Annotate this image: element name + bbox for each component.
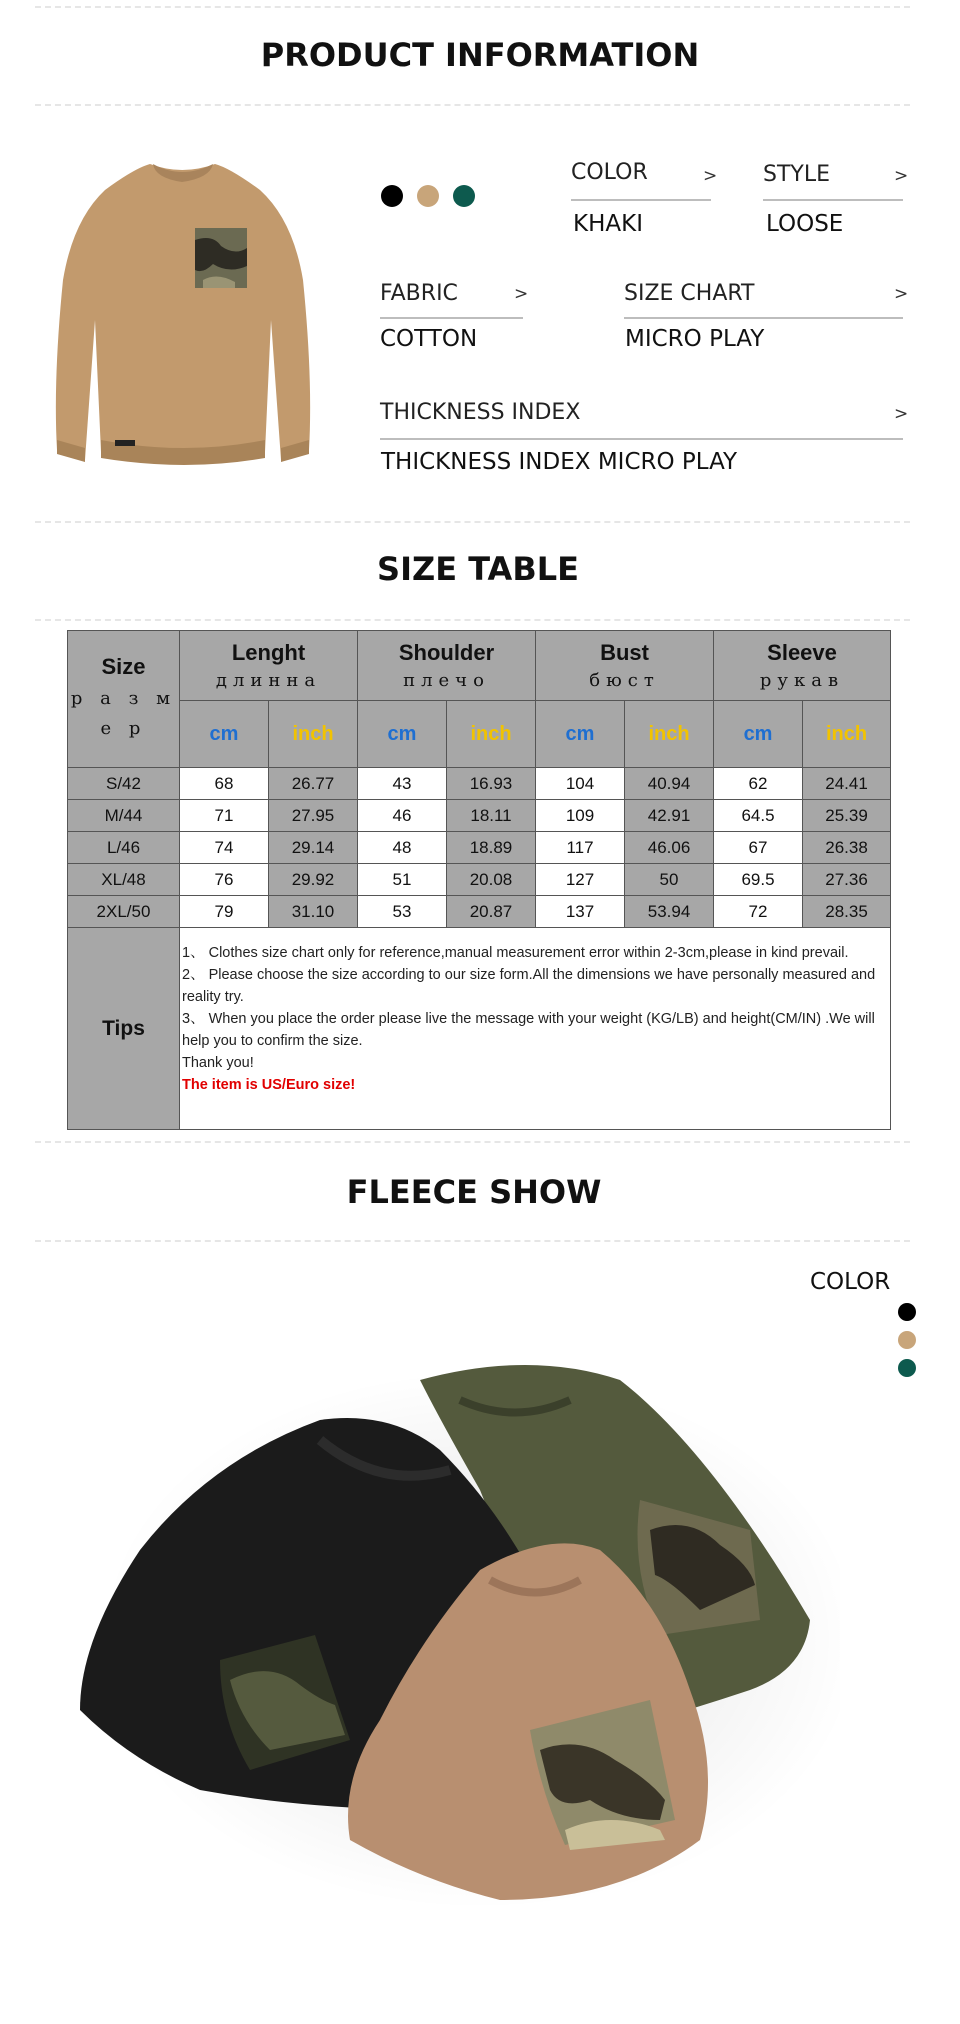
table-cell: 27.36 (803, 864, 891, 896)
size-chart-arrow: > (894, 284, 909, 304)
table-cell: 18.11 (447, 800, 536, 832)
section-title-fleece-show: FLEECE SHOW (346, 1173, 602, 1211)
thickness-arrow: > (894, 404, 909, 424)
color-underline (571, 199, 711, 201)
unit-cm: cm (565, 722, 595, 745)
tip-line: 1、 Clothes size chart only for reference,manual measurement error within 2-3cm,please in kind prevail. (182, 945, 849, 961)
table-cell: 40.94 (625, 768, 714, 800)
table-cell: 26.77 (269, 768, 358, 800)
fabric-label: FABRIC (380, 281, 458, 306)
table-cell: 104 (536, 768, 625, 800)
table-cell: 137 (536, 896, 625, 928)
fabric-underline (380, 317, 523, 319)
table-cell: 46 (358, 800, 447, 832)
size-header (68, 631, 180, 768)
fleece-swatch-green[interactable] (898, 1359, 916, 1377)
color-label: COLOR (571, 160, 648, 185)
divider (35, 1240, 910, 1242)
tips-text (180, 928, 891, 1130)
table-cell: 53 (358, 896, 447, 928)
table-cell: 46.06 (625, 832, 714, 864)
table-cell: 42.91 (625, 800, 714, 832)
unit-cm: cm (743, 722, 773, 745)
unit-inch: inch (292, 722, 334, 745)
group-header-ru: длинна (215, 670, 322, 691)
tip-red-note: The item is US/Euro size! (182, 1077, 356, 1093)
table-row (68, 864, 891, 896)
unit-inch: inch (825, 722, 868, 745)
fabric-arrow: > (514, 284, 529, 304)
size-cell: XL/48 (68, 864, 180, 896)
size-header-label: Size (101, 654, 146, 679)
size-cell: 2XL/50 (68, 896, 180, 928)
size-header-ru: р а з м е р (70, 688, 177, 739)
style-label: STYLE (763, 162, 830, 187)
group-header-length (180, 631, 358, 701)
table-cell: 117 (536, 832, 625, 864)
table-row (68, 800, 891, 832)
group-header-en: Sleeve (767, 640, 837, 665)
divider (35, 619, 910, 621)
group-header-shoulder (358, 631, 536, 701)
style-value: LOOSE (766, 211, 844, 237)
thickness-label: THICKNESS INDEX (380, 400, 581, 425)
unit-cm: cm (387, 722, 417, 745)
group-header-bust (536, 631, 714, 701)
fleece-swatch-khaki[interactable] (898, 1331, 916, 1349)
size-chart-value: MICRO PLAY (625, 326, 765, 352)
thickness-underline (380, 438, 903, 440)
table-cell: 72 (714, 896, 803, 928)
group-header-ru: рукав (759, 670, 845, 691)
table-cell: 20.08 (447, 864, 536, 896)
fabric-value: COTTON (380, 326, 478, 352)
table-cell: 53.94 (625, 896, 714, 928)
table-cell: 68 (180, 768, 269, 800)
group-header-ru: бюст (589, 670, 660, 691)
color-arrow: > (703, 166, 718, 186)
group-header-en: Bust (600, 640, 649, 665)
color-swatch-black[interactable] (381, 185, 403, 207)
tip-line: 2、 Please choose the size according to our size form.All the dimensions we have personally measured and reality try. (182, 967, 876, 1005)
table-cell: 69.5 (714, 864, 803, 896)
size-chart-underline (624, 317, 903, 319)
table-cell: 28.35 (803, 896, 891, 928)
tip-line: Thank you! (182, 1055, 254, 1071)
table-cell: 48 (358, 832, 447, 864)
divider (35, 6, 910, 8)
table-cell: 51 (358, 864, 447, 896)
table-cell: 79 (180, 896, 269, 928)
table-cell: 29.92 (269, 864, 358, 896)
table-cell: 76 (180, 864, 269, 896)
table-cell: 71 (180, 800, 269, 832)
tip-line: 3、 When you place the order please live the message with your weight (KG/LB) and height(CM/IN) .We will help you to confirm the size. (182, 1011, 875, 1049)
table-cell: 20.87 (447, 896, 536, 928)
table-cell: 43 (358, 768, 447, 800)
divider (35, 104, 910, 106)
table-cell: 26.38 (803, 832, 891, 864)
table-row (68, 896, 891, 928)
table-cell: 16.93 (447, 768, 536, 800)
table-cell: 109 (536, 800, 625, 832)
style-underline (763, 199, 903, 201)
size-chart-label: SIZE CHART (624, 281, 755, 306)
size-cell: L/46 (68, 832, 180, 864)
product-photo-khaki-sweatshirt (45, 150, 320, 480)
table-cell: 25.39 (803, 800, 891, 832)
size-table (67, 630, 891, 1130)
divider (35, 521, 910, 523)
unit-cm: cm (209, 722, 239, 745)
folded-sweatshirts-photo (60, 1340, 840, 1910)
divider (35, 1141, 910, 1143)
table-cell: 24.41 (803, 768, 891, 800)
table-row (68, 768, 891, 800)
thickness-value: THICKNESS INDEX MICRO PLAY (381, 449, 738, 475)
table-cell: 74 (180, 832, 269, 864)
group-header-en: Shoulder (398, 640, 495, 665)
style-arrow: > (894, 166, 909, 186)
size-cell: M/44 (68, 800, 180, 832)
table-cell: 64.5 (714, 800, 803, 832)
color-swatch-green[interactable] (453, 185, 475, 207)
table-cell: 62 (714, 768, 803, 800)
table-row (68, 832, 891, 864)
table-cell: 27.95 (269, 800, 358, 832)
group-header-sleeve (714, 631, 891, 701)
tips-label: Tips (68, 928, 180, 1130)
fleece-color-label: COLOR (810, 1269, 891, 1295)
color-swatch-khaki[interactable] (417, 185, 439, 207)
unit-inch: inch (470, 722, 512, 745)
group-header-en: Lenght (231, 640, 306, 665)
table-cell: 127 (536, 864, 625, 896)
group-header-ru: плечо (403, 670, 490, 691)
section-title-product-information: PRODUCT INFORMATION (260, 36, 700, 74)
size-cell: S/42 (68, 768, 180, 800)
table-cell: 18.89 (447, 832, 536, 864)
table-cell: 29.14 (269, 832, 358, 864)
color-value: KHAKI (573, 211, 643, 237)
section-title-size-table: SIZE TABLE (377, 550, 579, 588)
table-cell: 67 (714, 832, 803, 864)
table-cell: 50 (625, 864, 714, 896)
table-cell: 31.10 (269, 896, 358, 928)
unit-inch: inch (648, 722, 690, 745)
fleece-swatch-black[interactable] (898, 1303, 916, 1321)
